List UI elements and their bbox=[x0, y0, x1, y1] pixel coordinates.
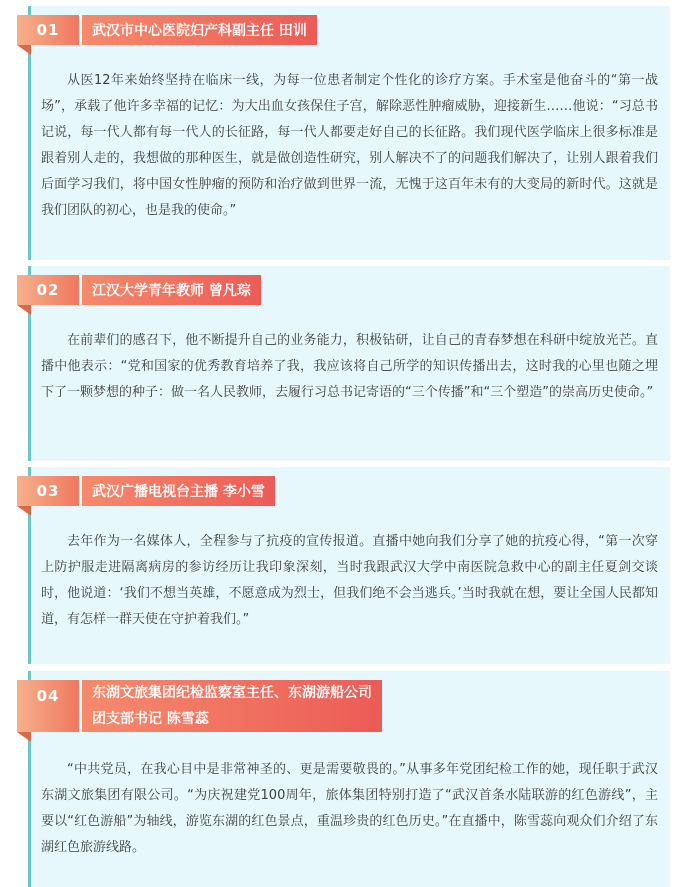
card-body: 在前辈们的感召下，他不断提升自己的业务能力，积极钻研，让自己的青春梦想在科研中绽放光芒。直播中他表示：“党和国家的优秀教育培养了我，我应该将自己所学的知识传播出去，这时我的心里也随之埋下了一颗梦想的种子：做一名人民教师，去履行习总书记寄语的“三个传播”和“三个塑造”的崇高历史使命。” bbox=[41, 333, 658, 400]
card-title-line-2: 团支部书记 陈雪蕊 bbox=[92, 711, 209, 727]
card-header bbox=[17, 275, 261, 305]
card-header bbox=[17, 15, 317, 45]
profile-card-3 bbox=[28, 467, 670, 664]
card-body: 去年作为一名媒体人，全程参与了抗疫的宣传报道。直播中她向我们分享了她的抗疫心得，“第一次穿上防护服走进隔离病房的参访经历让我印象深刻，当时我跟武汉大学中南医院急救中心的副主任夏剑交谈时，他说道：‘我们不想当英雄，不愿意成为烈士，但我们绝不会当逃兵。’当时我就在想，要让全国人民都知道，有怎样一群天使在守护着我们。” bbox=[41, 534, 658, 627]
card-number: 04 bbox=[17, 680, 79, 732]
ribbon-fold bbox=[17, 305, 31, 315]
card-title bbox=[82, 680, 382, 732]
card-header bbox=[17, 680, 382, 732]
profile-card-1 bbox=[28, 6, 670, 260]
ribbon-fold bbox=[17, 45, 31, 55]
profile-card-4 bbox=[28, 671, 670, 887]
card-title-line-1: 东湖文旅集团纪检监察室主任、东湖游船公司 bbox=[92, 685, 372, 701]
card-number: 01 bbox=[17, 15, 79, 45]
card-number: 03 bbox=[17, 476, 79, 506]
card-body: “中共党员，在我心目中是非常神圣的、更是需要敬畏的。”从事多年党团纪检工作的她，现任职于武汉东湖文旅集团有限公司。“为庆祝建党100周年，旅体集团特别打造了“武汉首条水陆联游的红色游线”，主要以“红色游船”为轴线，游览东湖的红色景点，重温珍贵的红色历史。”在直播中，陈雪蕊向观众们介绍了东湖红色旅游线路。 bbox=[41, 762, 658, 855]
card-title: 武汉市中心医院妇产科副主任 田训 bbox=[82, 15, 317, 45]
card-header bbox=[17, 476, 275, 506]
card-title: 江汉大学青年教师 曾凡琮 bbox=[82, 275, 261, 305]
card-number: 02 bbox=[17, 275, 79, 305]
card-body: 从医12年来始终坚持在临床一线，为每一位患者制定个性化的诊疗方案。手术室是他奋斗的“第一战场”，承载了他许多幸福的记忆：为大出血女孩保住子宫，解除恶性肿瘤威胁，迎接新生……他说：“习总书记说，每一代人都有每一代人的长征路，每一代人都要走好自己的长征路。我们现代医学临床上很多标准是跟着别人走的，我想做的那种医生，就是做创造性研究，别人解决不了的问题我们解决了，让别人跟着我们后面学习我们，将中国女性肿瘤的预防和治疗做到世界一流，无愧于这百年未有的大变局的新时代。这就是我们团队的初心，也是我的使命。” bbox=[41, 73, 658, 218]
ribbon-fold bbox=[17, 732, 31, 742]
ribbon-fold bbox=[17, 506, 31, 516]
card-title: 武汉广播电视台主播 李小雪 bbox=[82, 476, 275, 506]
profile-card-2 bbox=[28, 266, 670, 461]
